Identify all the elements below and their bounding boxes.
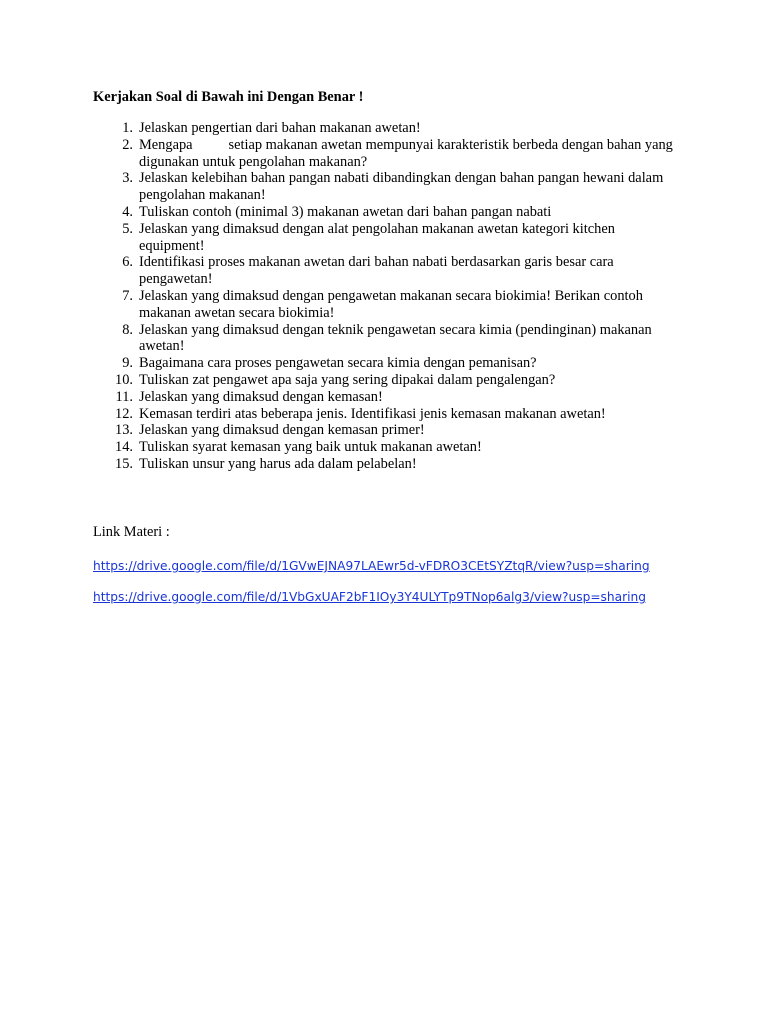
question-text: Jelaskan kelebihan bahan pangan nabati dibandingkan dengan bahan pangan hewani dalam pengolahan makanan! xyxy=(139,170,664,204)
question-text: Mengapa setiap makanan awetan mempunyai karakteristik berbeda dengan bahan yang digunakan untuk pengolahan makanan? xyxy=(139,136,673,170)
question-item xyxy=(93,389,679,406)
question-number: 5. xyxy=(122,220,133,237)
question-item xyxy=(93,204,679,221)
question-text: Jelaskan yang dimaksud dengan teknik pengawetan secara kimia (pendinginan) makanan awetan! xyxy=(139,321,652,355)
question-number: 4. xyxy=(122,203,133,220)
question-item xyxy=(93,406,679,423)
question-text: Tuliskan syarat kemasan yang baik untuk makanan awetan! xyxy=(139,439,482,456)
material-link[interactable]: https://drive.google.com/file/d/1VbGxUAF2bF1IOy3Y4ULYTp9TNop6alg3/view?usp=sharing xyxy=(93,590,646,604)
question-text: Identifikasi proses makanan awetan dari bahan nabati berdasarkan garis besar cara pengawetan! xyxy=(139,254,614,288)
material-link[interactable]: https://drive.google.com/file/d/1GVwEJNA97LAEwr5d-vFDRO3CEtSYZtqR/view?usp=sharing xyxy=(93,559,650,573)
document-heading: Kerjakan Soal di Bawah ini Dengan Benar ! xyxy=(93,89,364,105)
question-text: Jelaskan yang dimaksud dengan kemasan primer! xyxy=(139,422,425,439)
question-item xyxy=(93,422,679,439)
question-text: Jelaskan yang dimaksud dengan kemasan! xyxy=(139,388,383,405)
question-item xyxy=(93,254,679,288)
links-label: Link Materi : xyxy=(93,524,170,540)
question-number: 7. xyxy=(122,287,133,304)
question-number: 8. xyxy=(122,321,133,338)
question-number: 3. xyxy=(122,170,133,187)
question-item xyxy=(93,170,679,204)
question-number: 2. xyxy=(122,136,133,153)
question-text: Tuliskan zat pengawet apa saja yang sering dipakai dalam pengalengan? xyxy=(139,371,556,388)
question-number: 6. xyxy=(122,254,133,271)
question-number: 14. xyxy=(115,439,133,456)
question-text: Jelaskan pengertian dari bahan makanan awetan! xyxy=(139,120,421,136)
question-number: 15. xyxy=(115,455,133,472)
question-item xyxy=(93,439,679,456)
question-text: Bagaimana cara proses pengawetan secara kimia dengan pemanisan? xyxy=(139,355,537,372)
question-number: 11. xyxy=(115,388,133,405)
question-number: 9. xyxy=(122,355,133,372)
question-item xyxy=(93,221,679,255)
question-item xyxy=(93,120,679,137)
question-list xyxy=(93,120,693,473)
question-item xyxy=(93,137,679,171)
question-number: 12. xyxy=(115,405,133,422)
question-text: Jelaskan yang dimaksud dengan alat pengolahan makanan awetan kategori kitchen equipment! xyxy=(139,220,615,254)
question-item xyxy=(93,355,679,372)
question-number: 10. xyxy=(115,371,133,388)
document-body xyxy=(93,88,693,473)
question-text: Kemasan terdiri atas beberapa jenis. Identifikasi jenis kemasan makanan awetan! xyxy=(139,405,606,422)
question-item xyxy=(93,372,679,389)
question-item xyxy=(93,322,679,356)
question-item xyxy=(93,456,679,473)
question-text: Jelaskan yang dimaksud dengan pengawetan makanan secara biokimia! Berikan contoh makanan awetan secara biokimia! xyxy=(139,287,643,321)
question-text: Tuliskan contoh (minimal 3) makanan awetan dari bahan pangan nabati xyxy=(139,203,552,220)
question-item xyxy=(93,288,679,322)
question-number: 13. xyxy=(115,422,133,439)
question-number: 1. xyxy=(122,120,133,136)
question-text: Tuliskan unsur yang harus ada dalam pelabelan! xyxy=(139,455,417,472)
